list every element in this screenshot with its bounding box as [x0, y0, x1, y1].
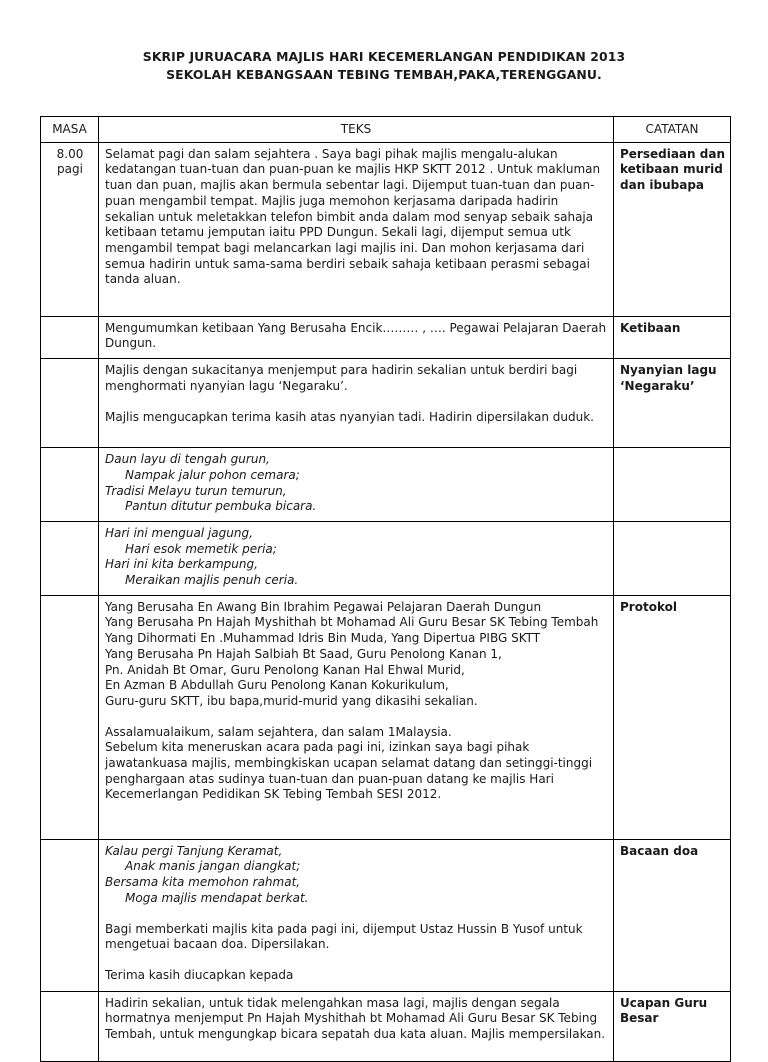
teks-paragraph: Selamat pagi dan salam sejahtera . Saya bagi pihak majlis mengalu-alukan kedatangan tuan-tuan dan puan-puan ke majlis HKP SKTT 2012 . Untuk makluman tuan dan puan, majlis akan bermula sebentar lagi. Dijemput tuan-tuan dan puan-puan mengambil tempat. Majlis juga memohon kerjasama daripada hadirin sekalian untuk meletakkan telefon bimbit anda dalam mod senyap sebaik sahaja ketibaan tetamu jemputan iaitu PPD Dungun. Sekali lagi, dijemput semua utk mengambil tempat bagi melancarkan lagi majlis ini. Dan mohon kerjasama dari semua hadirin untuk sama-sama berdiri sebaik sahaja ketibaan perasmi sebagai tanda aluan. — [105, 146, 601, 287]
pantun-line: Bersama kita memohon rahmat, — [105, 875, 301, 890]
protokol-line: Guru-guru SKTT, ibu bapa,murid-murid yang dikasihi sekalian. — [105, 693, 478, 708]
protokol-line: Pn. Anidah Bt Omar, Guru Penolong Kanan Hal Ehwal Murid, — [105, 662, 465, 677]
catatan-cell — [614, 521, 731, 595]
catatan-cell: Nyanyian lagu ‘Negaraku’ — [614, 359, 731, 448]
catatan-cell: Ketibaan — [614, 316, 731, 358]
teks-cell — [99, 595, 614, 839]
masa-cell — [41, 142, 99, 316]
header-masa: MASA — [41, 117, 99, 143]
protokol-line: Yang Berusaha Pn Hajah Myshithah bt Mohamad Ali Guru Besar SK Tebing Tembah — [105, 615, 599, 630]
pantun-line: Tradisi Melayu turun temurun, — [105, 483, 287, 498]
teks-cell — [99, 839, 614, 991]
protokol-line: Yang Berusaha En Awang Bin Ibrahim Pegawai Pelajaran Daerah Dungun — [105, 599, 542, 614]
pantun-cell — [99, 521, 614, 595]
table-row — [41, 448, 731, 522]
teks-paragraph: Bagi memberkati majlis kita pada pagi ini, dijemput Ustaz Hussin B Yusof untuk mengetuai bacaan doa. Dipersilakan. — [105, 921, 583, 952]
pantun-line: Anak manis jangan diangkat; — [125, 859, 301, 874]
document-title — [0, 48, 768, 84]
catatan-cell — [614, 448, 731, 522]
table-row — [41, 991, 731, 1061]
table-row — [41, 359, 731, 448]
table-row — [41, 595, 731, 839]
pantun-line: Hari ini kita berkampung, — [105, 557, 258, 572]
welcome-text: Sebelum kita meneruskan acara pada pagi ini, izinkan saya bagi pihak jawatankuasa majlis, membingkiskan ucapan selamat datang dan setinggi-tinggi penghargaan atas sudinya tuan-tuan dan puan-puan datang ke majlis Hari Kecemerlangan Pedidikan SK Tebing Tembah SESI 2012. — [105, 740, 593, 802]
table-row — [41, 839, 731, 991]
pantun-line: Meraikan majlis penuh ceria. — [125, 573, 299, 588]
teks-paragraph: Terima kasih diucapkan kepada — [105, 967, 294, 982]
catatan-cell: Bacaan doa — [614, 839, 731, 991]
teks-paragraph: Mengumumkan ketibaan Yang Berusaha Encik……… , …. Pegawai Pelajaran Daerah Dungun. — [105, 320, 607, 351]
table-row — [41, 521, 731, 595]
teks-cell — [99, 991, 614, 1061]
masa-cell — [41, 316, 99, 358]
teks-paragraph — [105, 725, 608, 804]
teks-cell — [99, 316, 614, 358]
masa-cell — [41, 839, 99, 991]
masa-cell — [41, 448, 99, 522]
protokol-line: Yang Dihormati En .Muhammad Idris Bin Muda, Yang Dipertua PIBG SKTT — [105, 631, 541, 646]
protokol-list — [105, 600, 608, 710]
pantun-line: Moga majlis mendapat berkat. — [125, 890, 309, 905]
pantun-line: Hari esok memetik peria; — [125, 541, 277, 556]
teks-paragraph: Hadirin sekalian, untuk tidak melengahkan masa lagi, majlis dengan segala hormatnya menjemput Pn Hajah Myshithah bt Mohamad Ali Guru Besar SK Tebing Tembah, untuk mengungkap bicara sepatah dua kata aluan. Majlis mempersilakan. — [105, 995, 606, 1042]
header-catatan: CATATAN — [614, 117, 731, 143]
teks-cell — [99, 142, 614, 316]
pantun-line: Nampak jalur pohon cemara; — [125, 467, 300, 482]
title-line-2: SEKOLAH KEBANGSAAN TEBING TEMBAH,PAKA,TERENGGANU. — [166, 67, 602, 82]
masa-period: pagi — [57, 162, 83, 177]
table-row — [41, 316, 731, 358]
catatan-cell: Protokol — [614, 595, 731, 839]
masa-cell — [41, 595, 99, 839]
teks-paragraph: Majlis dengan sukacitanya menjemput para hadirin sekalian untuk berdiri bagi menghormati nyanyian lagu ‘Negaraku’. — [105, 363, 578, 393]
table-header-row — [41, 117, 731, 143]
pantun-line: Pantun ditutur pembuka bicara. — [125, 499, 317, 514]
masa-time: 8.00 — [56, 146, 84, 161]
script-table — [40, 116, 731, 1062]
catatan-cell: Persediaan dan ketibaan murid dan ibubapa — [614, 142, 731, 316]
greeting-line: Assalamualaikum, salam sejahtera, dan salam 1Malaysia. — [105, 724, 452, 739]
table-row — [41, 142, 731, 316]
protokol-line: Yang Berusaha Pn Hajah Salbiah Bt Saad, Guru Penolong Kanan 1, — [105, 646, 502, 661]
teks-cell — [99, 359, 614, 448]
pantun-cell — [99, 448, 614, 522]
teks-paragraph: Majlis mengucapkan terima kasih atas nyanyian tadi. Hadirin dipersilakan duduk. — [105, 409, 594, 424]
pantun-line: Hari ini mengual jagung, — [105, 525, 253, 540]
masa-cell — [41, 359, 99, 448]
header-teks: TEKS — [99, 117, 614, 143]
masa-cell — [41, 991, 99, 1061]
title-line-1: SKRIP JURUACARA MAJLIS HARI KECEMERLANGAN PENDIDIKAN 2013 — [142, 49, 626, 64]
protokol-line: En Azman B Abdullah Guru Penolong Kanan Kokurikulum, — [105, 678, 449, 693]
pantun-block — [105, 844, 608, 907]
catatan-cell: Ucapan Guru Besar — [614, 991, 731, 1061]
pantun-line: Kalau pergi Tanjung Keramat, — [105, 843, 283, 858]
pantun-line: Daun layu di tengah gurun, — [105, 452, 270, 467]
masa-cell — [41, 521, 99, 595]
